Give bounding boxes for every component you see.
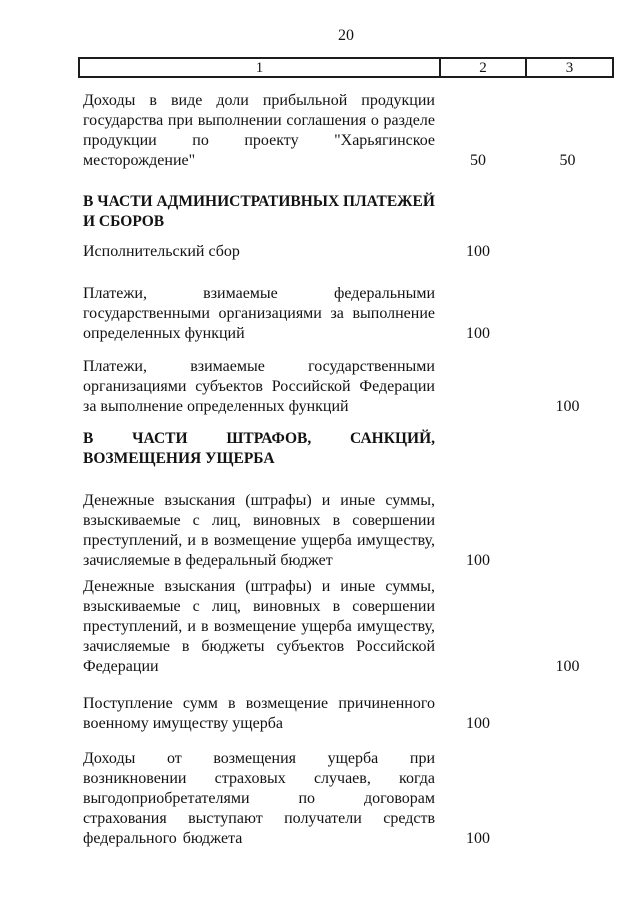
table-header-row <box>78 57 614 78</box>
column-header-3: 3 <box>525 59 612 76</box>
row-text: Доходы от возмещения ущерба при возникновении страховых случаев, когда выгодоприобретателями по договорам страхования выступают получатели средств федерального бюджета <box>83 750 435 847</box>
section-heading <box>83 429 614 469</box>
row-text: Поступление сумм в возмещение причиненного военному имуществу ущерба <box>83 695 435 732</box>
section-heading-text <box>83 429 435 469</box>
row-value-col2: 100 <box>466 243 490 260</box>
row-value-col3: 100 <box>555 398 580 415</box>
section-heading-text <box>83 192 435 232</box>
table-row <box>83 694 614 734</box>
table-row <box>83 577 614 677</box>
table-row <box>83 91 614 171</box>
section-heading <box>83 192 614 232</box>
row-text: Платежи, взимаемые федеральными государственными организациями за выполнение определенных функций <box>83 285 435 342</box>
heading-line-2: И СБОРОВ <box>83 213 165 230</box>
heading-line-2: ВОЗМЕЩЕНИЯ УЩЕРБА <box>83 450 275 467</box>
row-value-col2: 100 <box>466 830 490 847</box>
column-header-2: 2 <box>439 59 525 76</box>
page-number: 20 <box>338 27 354 44</box>
row-value-col2: 50 <box>470 152 486 169</box>
table-row <box>83 357 614 417</box>
row-text: Денежные взыскания (штрафы) и иные суммы, взыскиваемые с лиц, виновных в совершении преступлений, и в возмещение ущерба имуществу, зачисляемые в федеральный бюджет <box>83 492 435 569</box>
row-value-col2: 100 <box>466 715 490 732</box>
row-text: Исполнительский сбор <box>83 243 240 260</box>
row-text: Денежные взыскания (штрафы) и иные суммы, взыскиваемые с лиц, виновных в совершении преступлений, и в возмещение ущерба имуществу, зачисляемые в бюджеты субъектов Российской Федерации <box>83 578 435 675</box>
heading-line-1: В ЧАСТИ АДМИНИСТРАТИВНЫХ ПЛАТЕЖЕЙ <box>83 193 435 210</box>
row-value-col2: 100 <box>466 552 490 569</box>
table-row <box>83 284 614 344</box>
row-value-col3: 50 <box>559 152 576 169</box>
table-row <box>83 242 614 262</box>
heading-line-1: В ЧАСТИ ШТРАФОВ, САНКЦИЙ, <box>83 430 435 447</box>
table-row <box>83 749 614 849</box>
row-text: Платежи, взимаемые государственными организациями субъектов Российской Федерации за выполнение определенных функций <box>83 358 435 415</box>
row-value-col3: 100 <box>555 658 580 675</box>
table-row <box>83 491 614 571</box>
table-body <box>83 91 614 849</box>
row-value-col2: 100 <box>466 325 490 342</box>
row-text: Доходы в виде доли прибыльной продукции государства при выполнении соглашения о разделе продукции по проекту "Харьягинское месторождение" <box>83 92 435 169</box>
column-header-1: 1 <box>255 59 264 76</box>
